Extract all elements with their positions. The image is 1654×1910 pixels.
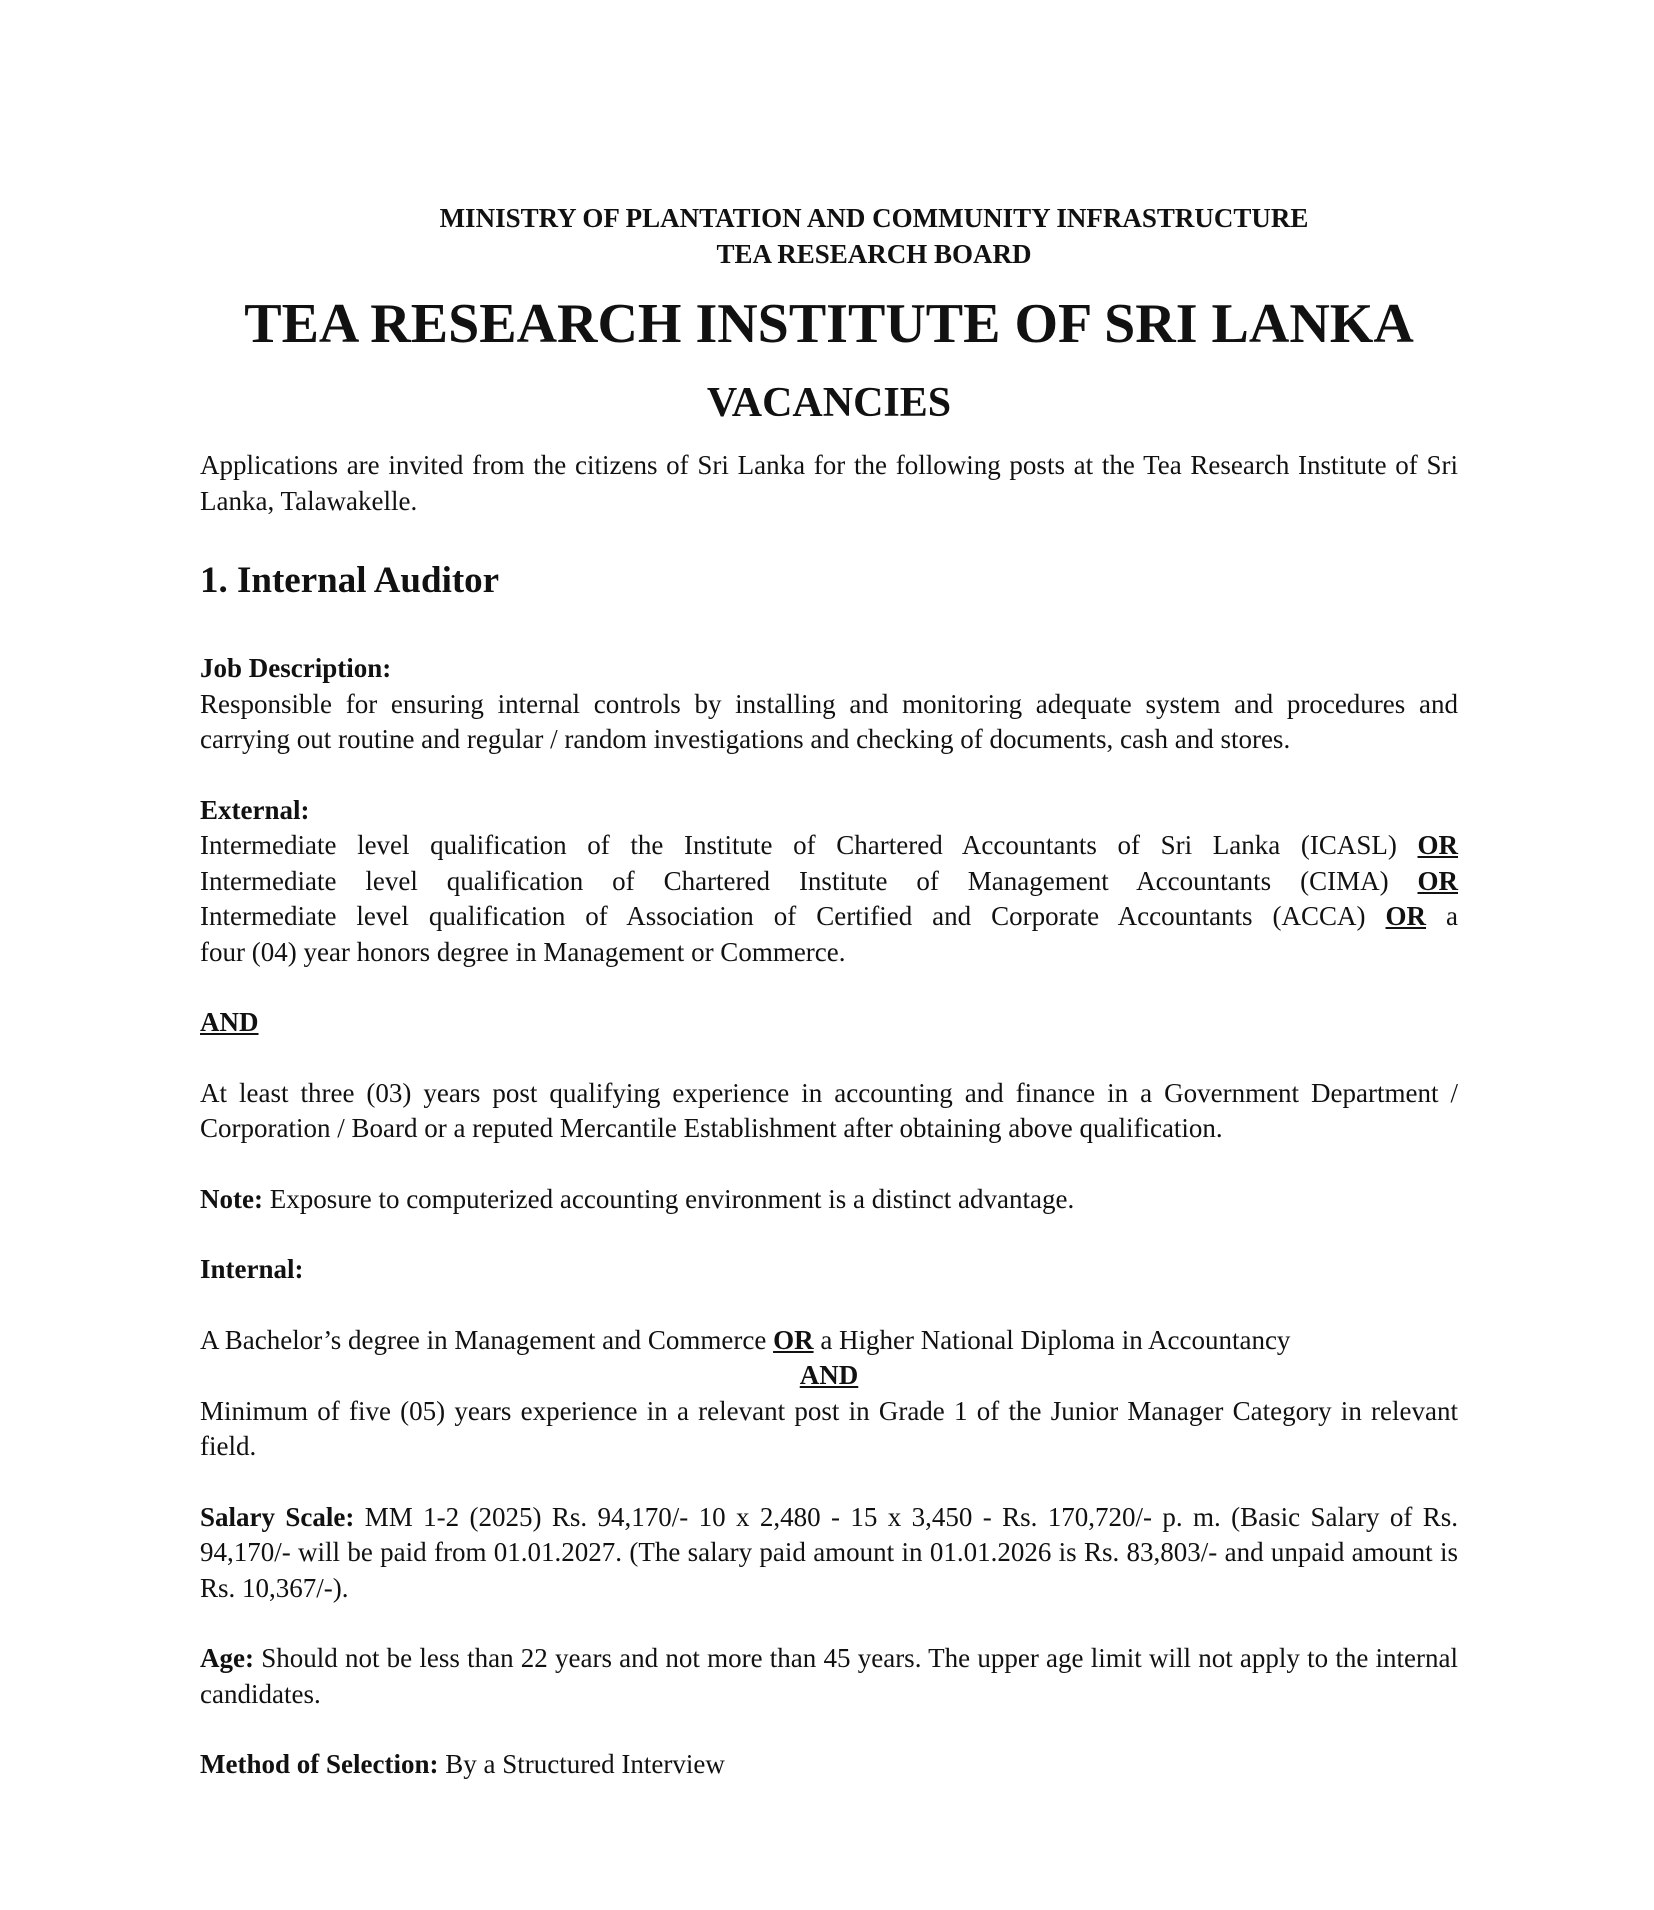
age-label: Age: (200, 1643, 254, 1673)
intro-paragraph: Applications are invited from the citizens of Sri Lanka for the following posts at the Tea Research Institute of Sri Lanka, Talawakelle. (200, 450, 1458, 516)
internal-qualification-diploma: a Higher National Diploma in Accountancy (820, 1324, 1291, 1355)
post-title: 1. Internal Auditor (200, 560, 500, 601)
job-description-label: Job Description: (200, 653, 392, 683)
or-connector: OR (1385, 901, 1427, 931)
and-connector-internal: AND (799, 1360, 859, 1390)
note-label: Note: (200, 1183, 263, 1214)
external-label: External: (200, 794, 310, 825)
job-description-text: Responsible for ensuring internal controls by installing and monitoring adequate system and procedures and carrying out routine and regular / random investigations and checking of documents, cash and stores. (200, 688, 1458, 754)
selection-label: Method of Selection: (200, 1749, 439, 1779)
document-page (200, 200, 1458, 1783)
internal-label: Internal: (200, 1254, 304, 1284)
external-qualification-line-3 (200, 899, 1458, 935)
external-qualification-icasl: Intermediate level qualification of the Institute of Chartered Accountants of Sri Lanka (ICASL) (200, 830, 1397, 860)
board-heading: TEA RESEARCH BOARD (716, 239, 1032, 269)
note-paragraph (200, 1182, 1458, 1218)
selection-paragraph (200, 1747, 1458, 1783)
salary-label: Salary Scale: (200, 1501, 355, 1532)
external-experience-text: At least three (03) years post qualifying experience in accounting and finance in a Government Department / Corporation / Board or a reputed Mercantile Establishment after obtaining above qualification. (200, 1077, 1458, 1143)
age-paragraph (200, 1641, 1458, 1712)
salary-paragraph (200, 1500, 1458, 1607)
external-qualification-line-1 (200, 828, 1458, 864)
internal-experience-text: Minimum of five (05) years experience in a relevant post in Grade 1 of the Junior Manager Category in relevant field. (200, 1395, 1458, 1461)
selection-text: By a Structured Interview (445, 1749, 725, 1779)
age-text: Should not be less than 22 years and not more than 45 years. The upper age limit will not apply to the internal candidates. (200, 1643, 1458, 1709)
institute-title: TEA RESEARCH INSTITUTE OF SRI LANKA (244, 293, 1414, 355)
external-qualification-cima: Intermediate level qualification of Chartered Institute of Management Accountants (CIMA) (200, 865, 1389, 896)
and-connector: AND (200, 1007, 259, 1037)
vacancies-heading: VACANCIES (706, 380, 952, 426)
external-qualification-acca: Intermediate level qualification of Association of Certified and Corporate Accountants (ACCA) (200, 901, 1366, 931)
internal-qualification-degree: A Bachelor’s degree in Management and Commerce (200, 1324, 767, 1355)
internal-qualification (200, 1323, 1458, 1359)
external-qualification-line-2 (200, 864, 1458, 900)
external-qualification-degree: four (04) year honors degree in Management or Commerce. (200, 936, 846, 967)
or-connector: OR (773, 1324, 814, 1355)
or-connector: OR (1417, 865, 1458, 896)
salary-text: MM 1-2 (2025) Rs. 94,170/- 10 x 2,480 - 15 x 3,450 - Rs. 170,720/- p. m. (Basic Salary of Rs. 94,170/- will be paid from 01.01.2027. (The salary paid amount in 01.01.2026 is Rs. 83,803/- and unpaid amount is Rs. 10,367/-). (200, 1501, 1459, 1603)
note-text: Exposure to computerized accounting environment is a distinct advantage. (269, 1183, 1075, 1214)
ministry-heading: MINISTRY OF PLANTATION AND COMMUNITY INFRASTRUCTURE (439, 203, 1309, 233)
or-connector: OR (1417, 830, 1458, 860)
external-qualification-tail: a (1446, 901, 1458, 931)
